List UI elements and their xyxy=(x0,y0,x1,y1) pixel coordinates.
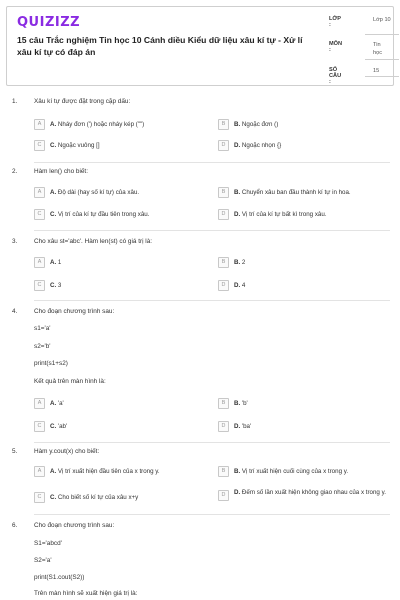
option-badge: A xyxy=(34,398,45,409)
option-letter: C. xyxy=(50,423,57,430)
option-letter: D. xyxy=(234,142,241,149)
code-line: s1='a' xyxy=(34,325,51,332)
option-badge: C xyxy=(34,492,45,503)
worksheet-title: 15 câu Trắc nghiệm Tin học 10 Cánh diều Kiểu dữ liệu xâu kí tự - Xử lí xâu kí tự có đáp án xyxy=(17,35,303,57)
option-letter: B. xyxy=(234,468,241,475)
option-letter: D. xyxy=(234,282,241,289)
code-line: print(S1.cout(S2)) xyxy=(34,574,85,581)
option-badge: D xyxy=(218,421,229,432)
meta-class-value: Lớp 10 xyxy=(373,17,391,23)
option-text: 1 xyxy=(57,259,62,266)
option-badge: D xyxy=(218,140,229,151)
divider xyxy=(34,230,390,231)
meta-count-value: 15 xyxy=(373,68,380,74)
code-line: Kết quả trên màn hình là: xyxy=(34,378,106,385)
question-text: Hàm y.cout(x) cho biết: xyxy=(34,448,100,455)
option-badge: D xyxy=(218,280,229,291)
option-letter: C. xyxy=(50,282,57,289)
option-text: Nháy đơn (') hoặc nháy kép ("") xyxy=(57,121,145,128)
question-number: 1. xyxy=(12,98,18,105)
question-text: Xâu kí tự được đặt trong cặp dấu: xyxy=(34,98,131,105)
option-text: Ngoặc vuông [] xyxy=(57,142,100,149)
question-text: Cho đoạn chương trình sau: xyxy=(34,522,115,529)
option-letter: C. xyxy=(50,211,57,218)
option-letter: D. xyxy=(234,489,241,496)
option-text: Vị trí của kí tự bất kì trong xâu. xyxy=(241,211,327,218)
option-badge: B xyxy=(218,466,229,477)
meta-class-label: LỚP : xyxy=(329,16,341,28)
code-line: Trên màn hình sẽ xuất hiện giá trị là: xyxy=(34,590,138,597)
divider xyxy=(34,442,390,443)
option-letter: B. xyxy=(234,259,241,266)
option-text: 3 xyxy=(57,282,62,289)
option-badge: C xyxy=(34,140,45,151)
option-letter: B. xyxy=(234,400,241,407)
option-letter: D. xyxy=(234,423,241,430)
quizizz-logo: QUIZIZZ xyxy=(17,15,81,30)
option-letter: A. xyxy=(50,121,57,128)
question-text: Hàm len() cho biết: xyxy=(34,168,88,175)
question-number: 3. xyxy=(12,238,18,245)
option-badge: C xyxy=(34,421,45,432)
option-badge: D xyxy=(218,209,229,220)
option-text: Ngoặc nhọn {} xyxy=(241,142,282,149)
option-badge: A xyxy=(34,257,45,268)
question-number: 6. xyxy=(12,522,18,529)
meta-divider xyxy=(365,34,399,35)
option-text: 'ab' xyxy=(57,423,68,430)
meta-divider xyxy=(365,59,399,60)
option-text: Cho biết số kí tự của xâu x+y xyxy=(57,494,139,501)
code-line: S1='abcd' xyxy=(34,540,62,547)
option-text: 'ba' xyxy=(241,423,252,430)
option-badge: C xyxy=(34,209,45,220)
option-text: 4 xyxy=(241,282,246,289)
option-letter: C. xyxy=(50,142,57,149)
meta-subject-value: Tin học xyxy=(373,42,383,56)
code-line: print(s1+s2) xyxy=(34,360,68,367)
option-badge: C xyxy=(34,280,45,291)
question-text: Cho đoạn chương trình sau: xyxy=(34,308,115,315)
option-letter: A. xyxy=(50,189,57,196)
option-text: Độ dài (hay số kí tự) của xâu. xyxy=(57,189,140,196)
divider xyxy=(34,300,390,301)
option-text: 2 xyxy=(241,259,246,266)
option-text: 'b' xyxy=(241,400,248,407)
meta-count-label: SỐ CÂU : xyxy=(329,67,342,85)
option-letter: B. xyxy=(234,189,241,196)
divider xyxy=(34,514,390,515)
worksheet-header xyxy=(6,6,394,86)
option-badge: B xyxy=(218,257,229,268)
option-letter: A. xyxy=(50,400,57,407)
option-badge: A xyxy=(34,466,45,477)
option-text: Ngoặc đơn () xyxy=(241,121,279,128)
option-badge: B xyxy=(218,187,229,198)
option-letter: A. xyxy=(50,259,57,266)
question-number: 2. xyxy=(12,168,18,175)
option-letter: C. xyxy=(50,494,57,501)
option-text: Vị trí xuất hiện cuối cùng của x trong y. xyxy=(241,468,349,475)
option-badge: D xyxy=(218,490,229,501)
option-badge: A xyxy=(34,119,45,130)
option-text: Vị trí của kí tự đầu tiên trong xâu. xyxy=(57,211,150,218)
question-text: Cho xâu st='abc'. Hàm len(st) có giá trị là: xyxy=(34,238,153,245)
question-number: 5. xyxy=(12,448,18,455)
option-badge: B xyxy=(218,119,229,130)
option-badge: A xyxy=(34,187,45,198)
meta-divider xyxy=(365,76,399,77)
option-letter: D. xyxy=(234,211,241,218)
option-badge: B xyxy=(218,398,229,409)
question-number: 4. xyxy=(12,308,18,315)
code-line: S2='a' xyxy=(34,557,52,564)
option-text: 'a' xyxy=(57,400,64,407)
option-letter: B. xyxy=(234,121,241,128)
meta-subject-label: MÔN : xyxy=(329,41,343,53)
option-text: Vị trí xuất hiện đầu tiên của x trong y. xyxy=(57,468,160,475)
option-text: Đếm số lần xuất hiện không giao nhau của x trong y. xyxy=(241,489,386,496)
divider xyxy=(34,162,390,163)
option-letter: A. xyxy=(50,468,57,475)
option-text: Chuyển xâu ban đầu thành kí tự in hoa. xyxy=(241,189,351,196)
code-line: s2='b' xyxy=(34,343,51,350)
